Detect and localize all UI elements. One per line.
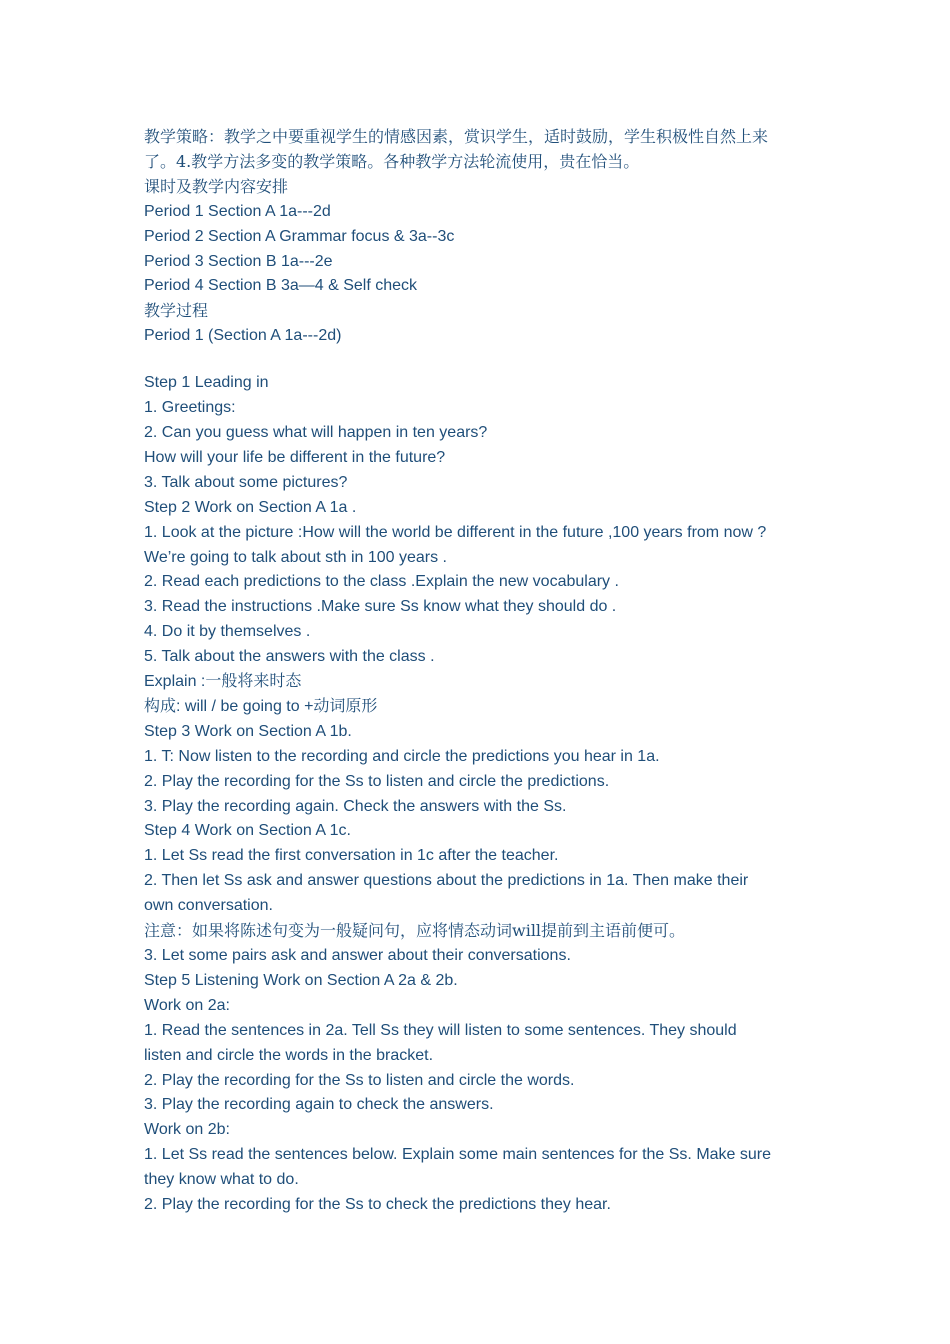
- text-line: 4. Do it by themselves .: [144, 623, 311, 641]
- text-line: Explain :一般将来时态: [144, 673, 302, 691]
- text-line: 1. T: Now listen to the recording and circle the predictions you hear in 1a.: [144, 747, 660, 765]
- text-line: 2. Then let Ss ask and answer questions about the predictions in 1a. Then make their: [144, 872, 749, 890]
- text-line: 2. Play the recording for the Ss to listen and circle the words.: [144, 1071, 575, 1089]
- text-line: Work on 2b:: [144, 1121, 230, 1139]
- text-line: they know what to do.: [144, 1171, 299, 1189]
- text-line: 2. Read each predictions to the class .Explain the new vocabulary .: [144, 573, 619, 591]
- document-body: [144, 125, 809, 1218]
- text-line: 1. Look at the picture :How will the world be different in the future ,100 years from now ?: [144, 523, 767, 541]
- text-line: Step 4 Work on Section A 1c.: [144, 822, 351, 840]
- text-line: own conversation.: [144, 897, 273, 915]
- text-line: Step 3 Work on Section A 1b.: [144, 722, 352, 740]
- text-line: 课时及教学内容安排: [144, 176, 289, 196]
- text-line: 2. Play the recording for the Ss to check the predictions they hear.: [144, 1196, 611, 1214]
- text-line: 3. Read the instructions .Make sure Ss know what they should do .: [144, 598, 617, 616]
- text-line: Period 1 Section A 1a---2d: [144, 202, 331, 220]
- text-line: 了。4.教学方法多变的教学策略。各种教学方法轮流使用，贵在恰当。: [144, 151, 640, 171]
- text-line: 1. Greetings:: [144, 399, 236, 417]
- text-line: listen and circle the words in the bracket.: [144, 1046, 434, 1064]
- text-line: Period 2 Section A Grammar focus & 3a--3c: [144, 227, 455, 245]
- text-line: 2. Can you guess what will happen in ten years?: [144, 423, 488, 441]
- text-line: 教学过程: [144, 301, 209, 321]
- text-line: 注意：如果将陈述句变为一般疑问句，应将情态动词will提前到主语前便可。: [144, 921, 686, 941]
- text-line: 2. Play the recording for the Ss to listen and circle the predictions.: [144, 772, 610, 790]
- text-line: Work on 2a:: [144, 996, 230, 1014]
- text-line: Step 5 Listening Work on Section A 2a & 2b.: [144, 971, 458, 989]
- text-line: 教学策略：教学之中要重视学生的情感因素，赏识学生，适时鼓励，学生积极性自然上来: [144, 127, 769, 146]
- text-line: 1. Let Ss read the sentences below. Explain some main sentences for the Ss. Make sure: [144, 1146, 772, 1164]
- text-line: 3. Play the recording again to check the answers.: [144, 1096, 494, 1114]
- text-line: 构成: will / be going to +动词原形: [144, 697, 378, 715]
- text-line: Step 2 Work on Section A 1a .: [144, 498, 357, 516]
- text-line: Step 1 Leading in: [144, 374, 269, 392]
- blank-line: [144, 349, 809, 371]
- text-line: 5. Talk about the answers with the class .: [144, 648, 435, 666]
- text-line: 3. Talk about some pictures?: [144, 473, 348, 491]
- text-line: We’re going to talk about sth in 100 years .: [144, 548, 447, 566]
- text-line: 1. Read the sentences in 2a. Tell Ss they will listen to some sentences. They should: [144, 1021, 737, 1039]
- text-line: Period 1 (Section A 1a---2d): [144, 327, 342, 345]
- text-line: Period 4 Section B 3a—4 & Self check: [144, 277, 418, 295]
- text-line: 3. Play the recording again. Check the answers with the Ss.: [144, 797, 567, 815]
- text-line: 1. Let Ss read the first conversation in 1c after the teacher.: [144, 847, 559, 865]
- text-line: 3. Let some pairs ask and answer about their conversations.: [144, 947, 571, 964]
- text-line: Period 3 Section B 1a---2e: [144, 252, 333, 270]
- text-line: How will your life be different in the future?: [144, 448, 446, 466]
